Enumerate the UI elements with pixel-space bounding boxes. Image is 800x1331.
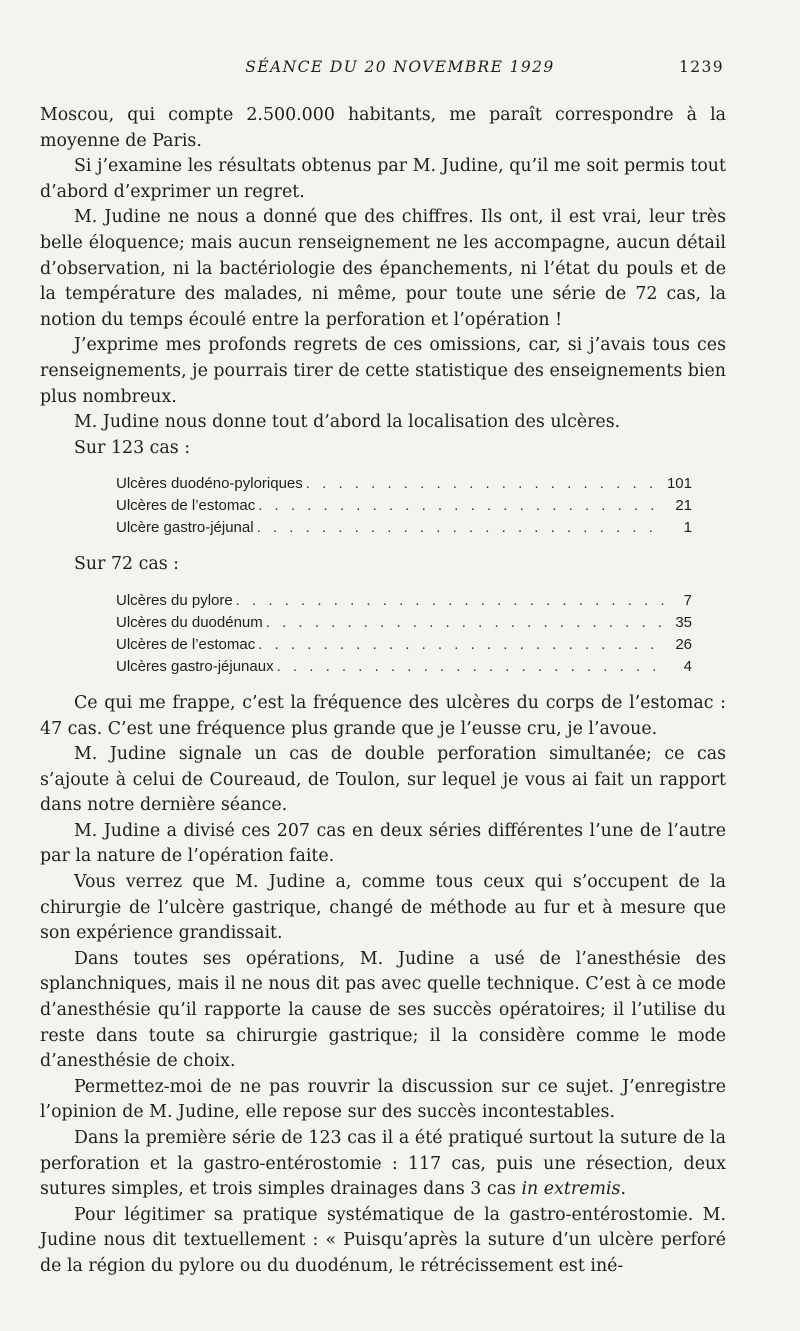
series-label: Sur 123 cas :	[74, 437, 191, 458]
paragraph: Permettez-moi de ne pas rouvrir la discussion sur ce sujet. J’enregistre l’opinion de M. Judine, elle repose sur des succès incontestables.	[40, 1076, 726, 1123]
paragraph	[40, 1126, 726, 1203]
page-number: 1239	[678, 58, 724, 76]
paragraph: J’exprime mes profonds regrets de ces omissions, car, si j’avais tous ces renseignements, je pourrais tirer de cette statistique des enseignements bien plus nombreux.	[40, 335, 726, 407]
paragraph: M. Judine ne nous a donné que des chiffres. Ils ont, il est vrai, leur très belle éloquence; mais aucun renseignement ne les accompagne, aucun détail d’observation, ni la bactériologie des épanchements, ni l’état du pouls et de la température des malades, ni même, pour toute une série de 72 cas, la notion du temps écoulé entre la perforation et l’opération !	[40, 207, 726, 330]
paragraph: Si j’examine les résultats obtenus par M. Judine, qu’il me soit permis tout d’abord d’exprimer un regret.	[40, 156, 726, 202]
table-row	[116, 473, 692, 495]
row-value: 1	[683, 519, 692, 537]
body-text	[40, 103, 726, 1280]
paragraph-end: .	[620, 1179, 626, 1200]
series-label: Sur 72 cas :	[74, 554, 180, 575]
italic-phrase: in extremis	[521, 1179, 621, 1200]
paragraph: Vous verrez que M. Judine a, comme tous ceux qui s’occupent de la chirurgie de l’ulcère gastrique, changé de méthode au fur et à mesure que son expérience grandissait.	[40, 872, 726, 944]
table-row	[116, 612, 692, 634]
paragraph: M. Judine a divisé ces 207 cas en deux séries différentes l’une de l’autre par la nature de l’opération faite.	[40, 820, 726, 867]
paragraph: M. Judine nous donne tout d’abord la localisation des ulcères.	[74, 412, 621, 433]
dot-leader	[258, 634, 666, 656]
dot-leader	[236, 590, 666, 612]
row-label: Ulcères duodéno-pyloriques	[116, 475, 303, 493]
dot-leader	[306, 473, 661, 495]
row-label: Ulcères du duodénum	[116, 613, 263, 631]
row-label: Ulcères de l’estomac	[116, 497, 256, 515]
table-row	[116, 590, 692, 612]
dot-leader	[257, 517, 666, 539]
row-value: 35	[675, 613, 692, 631]
dot-leader	[258, 495, 666, 517]
row-label: Ulcère gastro-jéjunal	[116, 519, 254, 537]
page-header	[0, 58, 800, 82]
row-label: Ulcères du pylore	[116, 591, 233, 609]
row-value: 4	[683, 657, 692, 675]
series-1-table	[116, 473, 692, 539]
paragraph: Dans toutes ses opérations, M. Judine a usé de l’anesthésie des splanchniques, mais il ne nous dit pas avec quelle technique. C’est à ce mode d’anesthésie qu’il rapporte la cause de ses succès opératoires; il l’utilise du reste dans toute sa chirurgie gastrique; il la considère comme le mode d’anesthésie de choix.	[40, 948, 726, 1072]
running-title: SÉANCE DU 20 NOVEMBRE 1929	[245, 58, 555, 76]
series-2-table	[116, 590, 692, 678]
paragraph: Ce qui me frappe, c’est la fréquence des ulcères du corps de l’estomac : 47 cas. C’est une fréquence plus grande que je l’eusse cru, je l’avoue.	[40, 692, 726, 739]
paragraph: M. Judine signale un cas de double perforation simultanée; ce cas s’ajoute à celui de Coureaud, de Toulon, sur lequel je vous ai fait un rapport dans notre dernière séance.	[40, 744, 726, 816]
row-value: 21	[675, 497, 692, 515]
row-label: Ulcères de l’estomac	[116, 635, 256, 653]
table-row	[116, 517, 692, 539]
table-row	[116, 634, 692, 656]
row-value: 101	[666, 475, 692, 493]
paragraph-text: Dans la première série de 123 cas il a été pratiqué surtout la suture de la perforation et la gastro-entérostomie : 117 cas, puis une résection, deux sutures simples, et trois simples drainages dans 3 cas	[40, 1128, 726, 1200]
row-label: Ulcères gastro-jéjunaux	[116, 657, 274, 675]
row-value: 7	[683, 591, 692, 609]
table-row	[116, 656, 692, 678]
row-value: 26	[675, 635, 692, 653]
paragraph: Pour légitimer sa pratique systématique de la gastro-entérostomie. M. Judine nous dit textuellement : « Puisqu’après la suture d’un ulcère perforé de la région du pylore ou du duodénum, le rétrécissement est iné-	[40, 1204, 726, 1276]
dot-leader	[277, 656, 666, 678]
paragraph: Moscou, qui compte 2.500.000 habitants, me paraît correspondre à la moyenne de Paris.	[40, 105, 726, 151]
dot-leader	[266, 612, 666, 634]
table-row	[116, 495, 692, 517]
